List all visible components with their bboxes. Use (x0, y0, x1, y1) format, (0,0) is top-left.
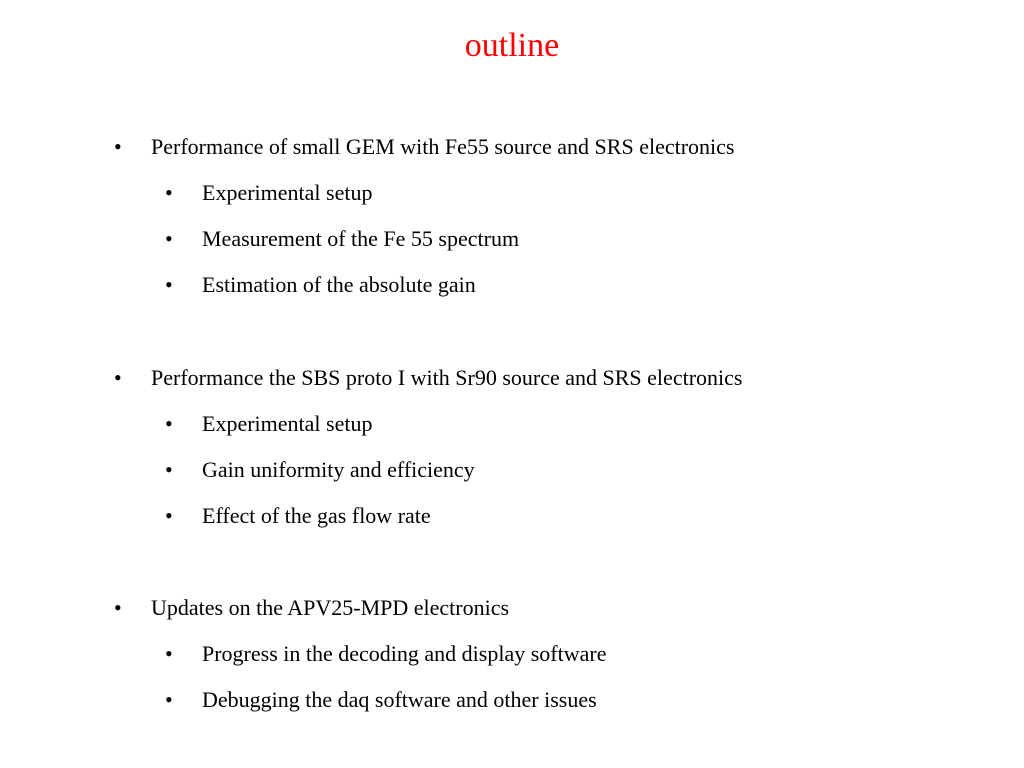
bullet-icon: • (165, 457, 173, 482)
list-item-text: Effect of the gas flow rate (202, 503, 431, 528)
list-item-text: Debugging the daq software and other issues (202, 687, 597, 712)
bullet-icon: • (114, 595, 122, 620)
bullet-icon: • (165, 272, 173, 297)
bullet-icon: • (165, 226, 173, 251)
list-item (165, 179, 373, 207)
list-item-text: Gain uniformity and efficiency (202, 457, 475, 482)
list-item (165, 271, 476, 299)
section-heading (114, 594, 510, 622)
list-item-text: Experimental setup (202, 411, 373, 436)
section-heading-text: Updates on the APV25-MPD electronics (151, 595, 510, 620)
section-heading-text: Performance of small GEM with Fe55 source and SRS electronics (151, 134, 735, 159)
bullet-icon: • (114, 365, 122, 390)
list-item (165, 456, 475, 484)
bullet-icon: • (165, 503, 173, 528)
bullet-icon: • (165, 180, 173, 205)
list-item (165, 640, 607, 668)
list-item-text: Measurement of the Fe 55 spectrum (202, 226, 520, 251)
slide-title: outline (464, 27, 560, 64)
section-heading (114, 133, 735, 161)
list-item-text: Progress in the decoding and display software (202, 641, 607, 666)
list-item (165, 502, 431, 530)
list-item (165, 225, 520, 253)
bullet-icon: • (165, 641, 173, 666)
section-heading (114, 364, 743, 392)
section-heading-text: Performance the SBS proto I with Sr90 source and SRS electronics (151, 365, 743, 390)
bullet-icon: • (165, 687, 173, 712)
bullet-icon: • (165, 411, 173, 436)
list-item-text: Experimental setup (202, 180, 373, 205)
bullet-icon: • (114, 134, 122, 159)
list-item (165, 410, 373, 438)
list-item-text: Estimation of the absolute gain (202, 272, 476, 297)
list-item (165, 686, 597, 714)
